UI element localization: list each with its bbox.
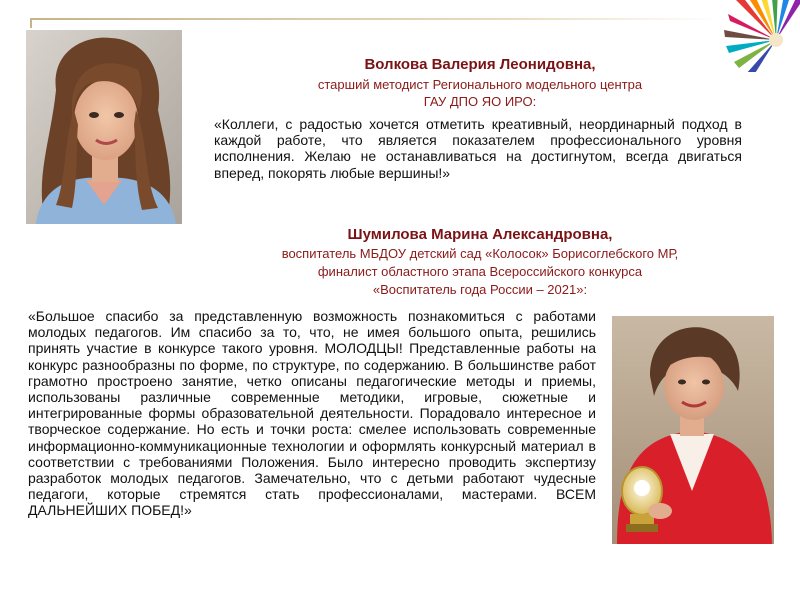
person1-name: Волкова Валерия Леонидовна, [364, 56, 596, 73]
photo-volkova [26, 30, 182, 224]
colored-pencils-decoration [714, 0, 800, 72]
person2-role-line3: «Воспитатель года России – 2021»: [372, 282, 588, 297]
person2-quote: «Большое спасибо за представленную возможность познакомиться с работами молодых педагогов. Им спасибо за то, что, не имея большого опыта, решились принять участие в конкурсе такого уровня. МОЛОДЦЫ! Представленные работы на конкурс разнообразны по форме, по структуре, по содержанию. В большинстве работ грамотно простроено занятие, четко описаны педагогические методы и приемы, использованы различные современные методики, игровые, сюжетные и интегрированные формы образовательной деятельности. Порадовало интересное и творческое содержание. Но есть и точки роста: смелее использовать современные информационно-коммуникационные технологии и оформлять конкурсный материал в соответствии с требованиями Положения. Было интересно проводить экспертизу разработок молодых педагогов. Замечательно, что с детьми работают чудесные педагоги, которые стремятся стать профессионалами, мастерами. ВСЕМ ДАЛЬНЕЙШИХ ПОБЕД!» [28, 308, 596, 519]
frame-left-line [30, 18, 32, 28]
person2-name: Шумилова Марина Александровна, [347, 226, 613, 243]
person1-quote: «Коллеги, с радостью хочется отметить креативный, неординарный подход в каждой работе, что является показателем профессионального уровня исполнения. Желаю не останавливаться на достигнутом, всегда двигаться вперед, покорять любые вершины!» [214, 116, 742, 181]
frame-top-line [30, 18, 720, 20]
photo-shumilova [612, 316, 774, 544]
person2-role-line1: воспитатель МБДОУ детский сад «Колосок» Борисоглебского МР, [281, 246, 679, 261]
person1-role-line1: старший методист Регионального модельного центра [317, 77, 643, 92]
person1-role-line2: ГАУ ДПО ЯО ИРО: [423, 94, 537, 109]
person2-role-line2: финалист областного этапа Всероссийского конкурса [317, 264, 643, 279]
